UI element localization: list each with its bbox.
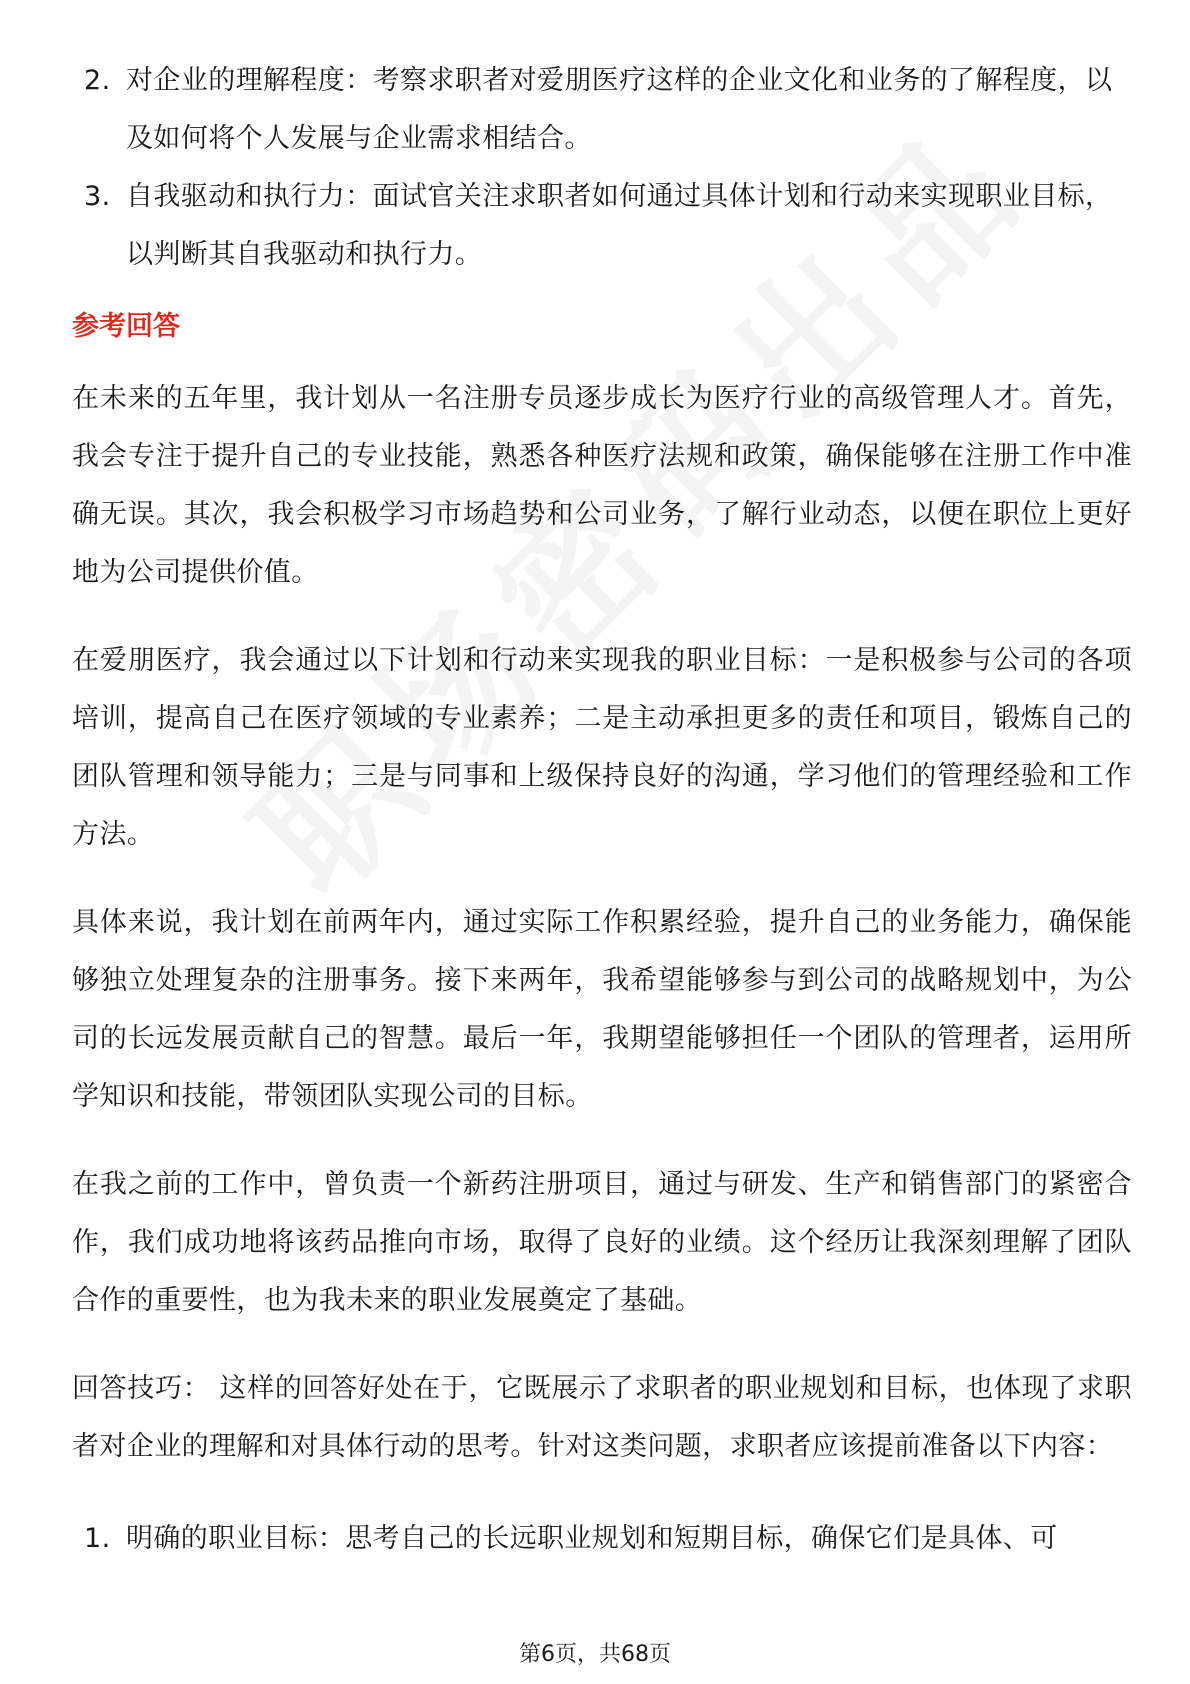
- page-content: [72, 52, 1132, 1568]
- tips-paragraph: 回答技巧： 这样的回答好处在于，它既展示了求职者的职业规划和目标，也体现了求职者对企业的理解和对具体行动的思考。针对这类问题，求职者应该提前准备以下内容：: [72, 1373, 1132, 1462]
- section-title: 参考回答: [72, 311, 180, 342]
- list-number: 3.: [84, 181, 111, 212]
- list-item: [72, 1510, 1132, 1568]
- answer-paragraph: 具体来说，我计划在前两年内，通过实际工作积累经验，提升自己的业务能力，确保能够独立处理复杂的注册事务。接下来两年，我希望能够参与到公司的战略规划中，为公司的长远发展贡献自己的智慧。最后一年，我期望能够担任一个团队的管理者，运用所学知识和技能，带领团队实现公司的目标。: [72, 907, 1132, 1112]
- answer-paragraph: 在未来的五年里，我计划从一名注册专员逐步成长为医疗行业的高级管理人才。首先，我会专注于提升自己的专业技能，熟悉各种医疗法规和政策，确保能够在注册工作中准确无误。其次，我会积极学习市场趋势和公司业务，了解行业动态，以便在职位上更好地为公司提供价值。: [72, 383, 1132, 588]
- answer-paragraph: 在我之前的工作中，曾负责一个新药注册项目，通过与研发、生产和销售部门的紧密合作，我们成功地将该药品推向市场，取得了良好的业绩。这个经历让我深刻理解了团队合作的重要性，也为我未来的职业发展奠定了基础。: [72, 1169, 1132, 1316]
- list-item: [72, 52, 1132, 168]
- list-item: [72, 168, 1132, 284]
- page-footer: 第6页，共68页: [519, 1642, 671, 1667]
- list-text: 对企业的理解程度：考察求职者对爱朋医疗这样的企业文化和业务的了解程度，以及如何将个人发展与企业需求相结合。: [126, 65, 1113, 154]
- list-text: 自我驱动和执行力：面试官关注求职者如何通过具体计划和行动来实现职业目标，以判断其自我驱动和执行力。: [126, 181, 1113, 270]
- list-number: 1.: [84, 1523, 111, 1554]
- list-text: 明确的职业目标：思考自己的长远职业规划和短期目标，确保它们是具体、可: [126, 1523, 1058, 1554]
- answer-paragraph: 在爱朋医疗，我会通过以下计划和行动来实现我的职业目标：一是积极参与公司的各项培训，提高自己在医疗领域的专业素养；二是主动承担更多的责任和项目，锻炼自己的团队管理和领导能力；三是与同事和上级保持良好的沟通，学习他们的管理经验和工作方法。: [72, 645, 1132, 850]
- list-number: 2.: [84, 65, 111, 96]
